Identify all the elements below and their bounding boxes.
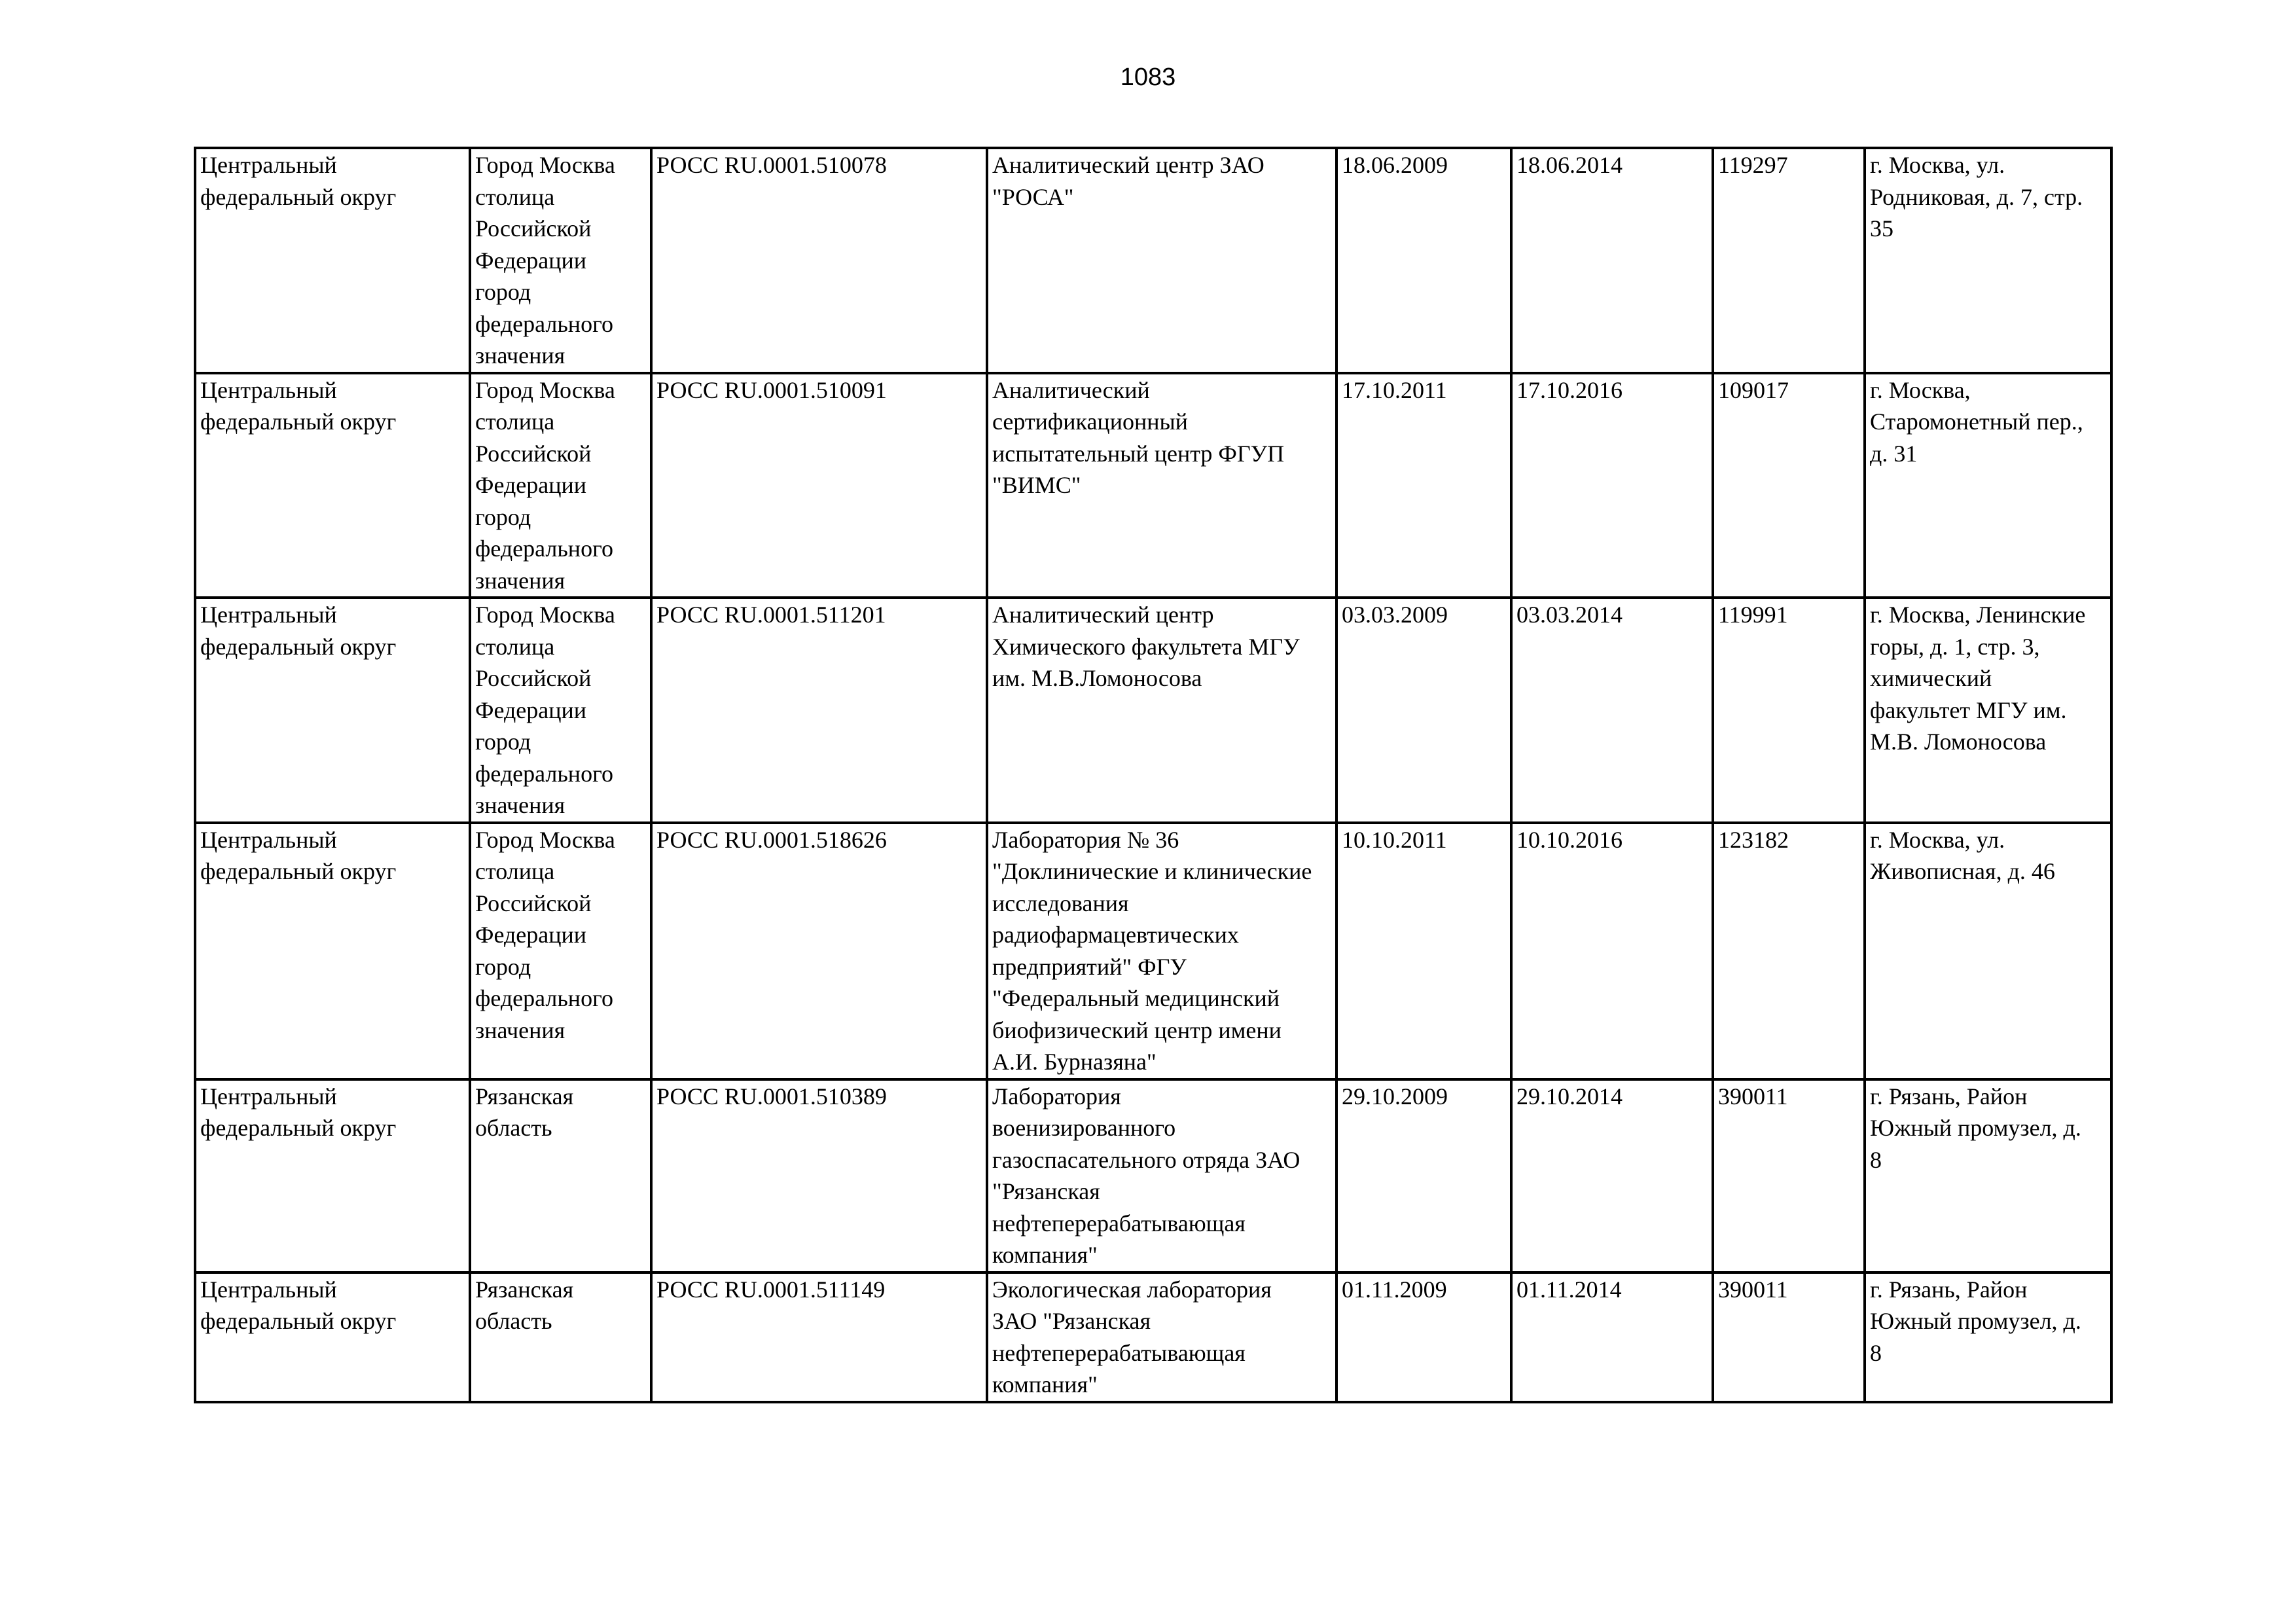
table-row bbox=[195, 598, 2111, 823]
district-cell: Центральный федеральный округ bbox=[195, 1079, 470, 1272]
valid-from-cell: 10.10.2011 bbox=[1336, 823, 1511, 1079]
region-cell: Город Москва столица Российской Федерации город федерального значения bbox=[470, 823, 651, 1079]
organization-cell: Экологическая лаборатория ЗАО "Рязанская нефтеперерабатывающая компания" bbox=[987, 1272, 1336, 1402]
valid-to-cell: 10.10.2016 bbox=[1511, 823, 1713, 1079]
organization-cell: Лаборатория военизированного газоспасательного отряда ЗАО "Рязанская нефтеперерабатывающая компания" bbox=[987, 1079, 1336, 1272]
valid-to-cell: 01.11.2014 bbox=[1511, 1272, 1713, 1402]
table-body bbox=[195, 148, 2111, 1402]
postcode-cell: 390011 bbox=[1713, 1272, 1865, 1402]
registration-number-cell: РОСС RU.0001.510091 bbox=[651, 373, 987, 598]
postcode-cell: 119991 bbox=[1713, 598, 1865, 823]
registration-number-cell: РОСС RU.0001.510389 bbox=[651, 1079, 987, 1272]
table-row bbox=[195, 1079, 2111, 1272]
organization-cell: Аналитический центр ЗАО "РОСА" bbox=[987, 148, 1336, 373]
region-cell: Рязанская область bbox=[470, 1079, 651, 1272]
registration-number-cell: РОСС RU.0001.511201 bbox=[651, 598, 987, 823]
table-row bbox=[195, 373, 2111, 598]
accreditation-registry-table bbox=[194, 147, 2113, 1403]
valid-from-cell: 03.03.2009 bbox=[1336, 598, 1511, 823]
organization-cell: Аналитический сертификационный испытательный центр ФГУП "ВИМС" bbox=[987, 373, 1336, 598]
district-cell: Центральный федеральный округ bbox=[195, 373, 470, 598]
address-cell: г. Рязань, Район Южный промузел, д. 8 bbox=[1865, 1079, 2111, 1272]
valid-from-cell: 01.11.2009 bbox=[1336, 1272, 1511, 1402]
postcode-cell: 390011 bbox=[1713, 1079, 1865, 1272]
region-cell: Город Москва столица Российской Федерации город федерального значения bbox=[470, 148, 651, 373]
table-row bbox=[195, 823, 2111, 1079]
valid-to-cell: 03.03.2014 bbox=[1511, 598, 1713, 823]
district-cell: Центральный федеральный округ bbox=[195, 148, 470, 373]
district-cell: Центральный федеральный округ bbox=[195, 598, 470, 823]
region-cell: Город Москва столица Российской Федерации город федерального значения bbox=[470, 598, 651, 823]
address-cell: г. Рязань, Район Южный промузел, д. 8 bbox=[1865, 1272, 2111, 1402]
postcode-cell: 109017 bbox=[1713, 373, 1865, 598]
registration-number-cell: РОСС RU.0001.510078 bbox=[651, 148, 987, 373]
valid-to-cell: 17.10.2016 bbox=[1511, 373, 1713, 598]
page-number: 1083 bbox=[1120, 63, 1176, 91]
region-cell: Город Москва столица Российской Федерации город федерального значения bbox=[470, 373, 651, 598]
district-cell: Центральный федеральный округ bbox=[195, 823, 470, 1079]
address-cell: г. Москва, Ленинские горы, д. 1, стр. 3, химический факультет МГУ им. М.В. Ломоносова bbox=[1865, 598, 2111, 823]
address-cell: г. Москва, Старомонетный пер., д. 31 bbox=[1865, 373, 2111, 598]
district-cell: Центральный федеральный округ bbox=[195, 1272, 470, 1402]
table-row bbox=[195, 148, 2111, 373]
postcode-cell: 123182 bbox=[1713, 823, 1865, 1079]
table-row bbox=[195, 1272, 2111, 1402]
valid-from-cell: 18.06.2009 bbox=[1336, 148, 1511, 373]
valid-to-cell: 29.10.2014 bbox=[1511, 1079, 1713, 1272]
region-cell: Рязанская область bbox=[470, 1272, 651, 1402]
organization-cell: Лаборатория № 36 "Доклинические и клинические исследования радиофармацевтических предприятий" ФГУ "Федеральный медицинский биофизический центр имени А.И. Бурназяна" bbox=[987, 823, 1336, 1079]
address-cell: г. Москва, ул. Живописная, д. 46 bbox=[1865, 823, 2111, 1079]
postcode-cell: 119297 bbox=[1713, 148, 1865, 373]
valid-to-cell: 18.06.2014 bbox=[1511, 148, 1713, 373]
valid-from-cell: 17.10.2011 bbox=[1336, 373, 1511, 598]
organization-cell: Аналитический центр Химического факультета МГУ им. М.В.Ломоносова bbox=[987, 598, 1336, 823]
registration-number-cell: РОСС RU.0001.518626 bbox=[651, 823, 987, 1079]
address-cell: г. Москва, ул. Родниковая, д. 7, стр. 35 bbox=[1865, 148, 2111, 373]
valid-from-cell: 29.10.2009 bbox=[1336, 1079, 1511, 1272]
registration-number-cell: РОСС RU.0001.511149 bbox=[651, 1272, 987, 1402]
